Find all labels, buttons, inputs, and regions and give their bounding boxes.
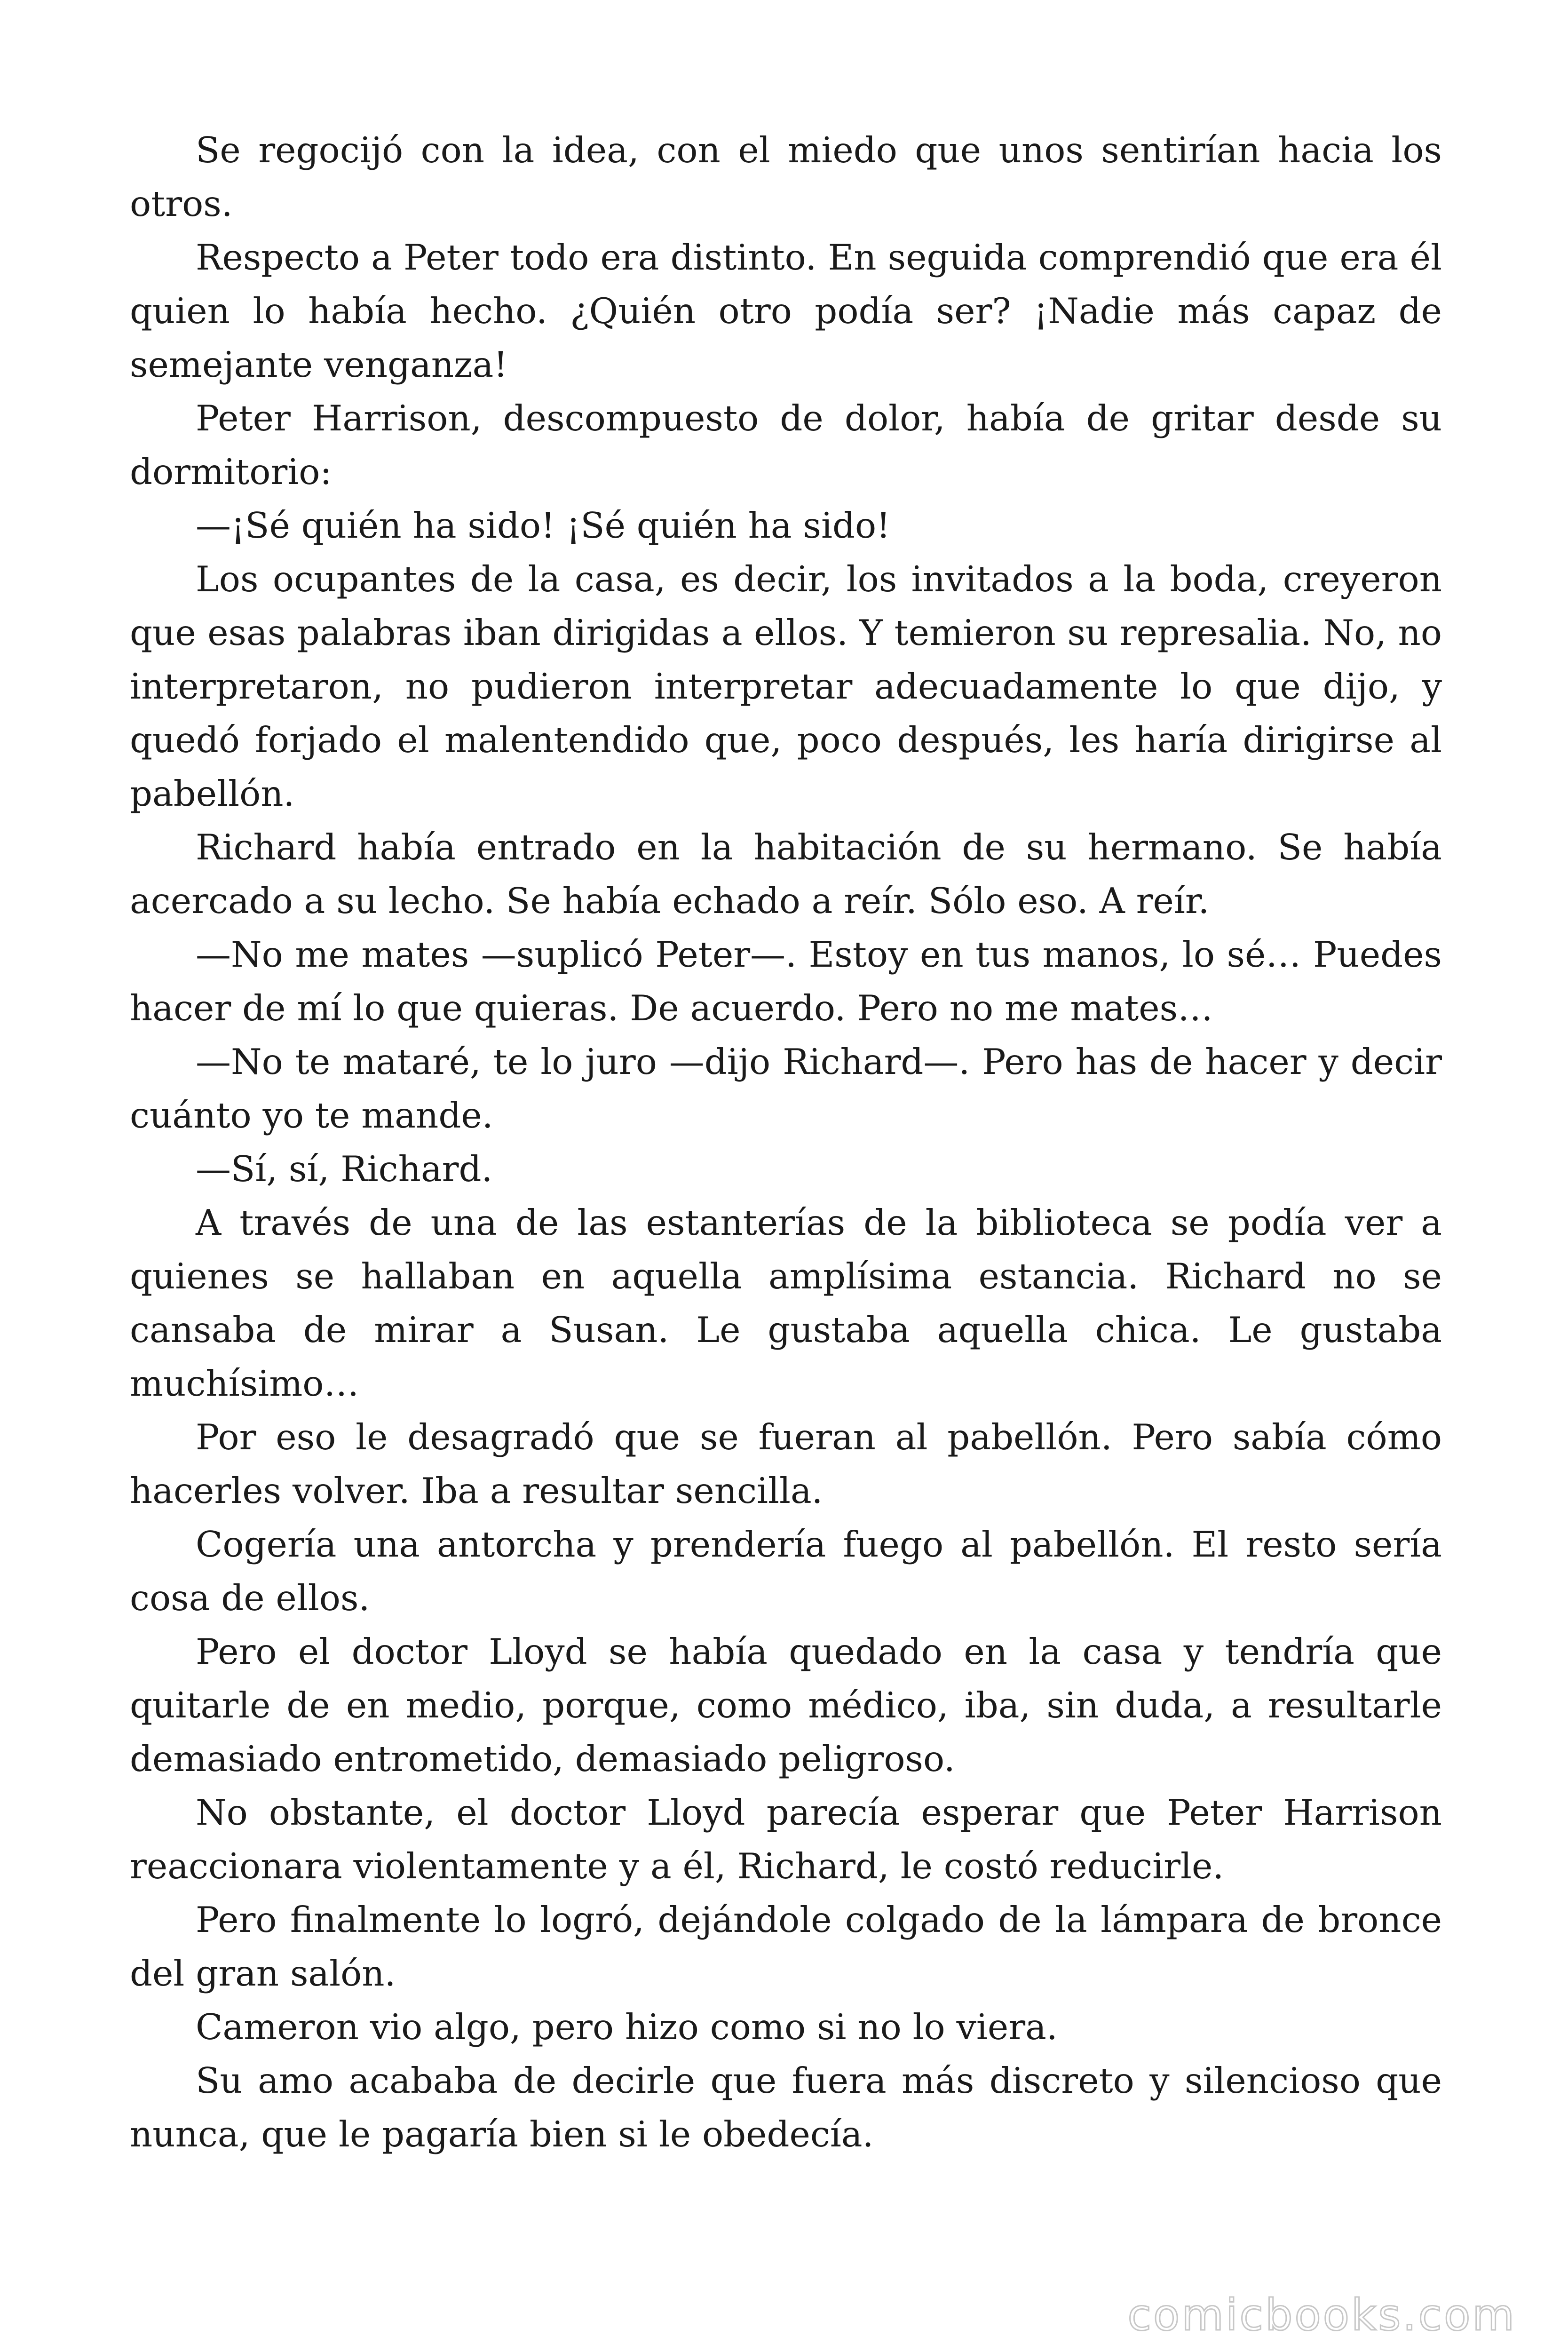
paragraph: Peter Harrison, descompuesto de dolor, había de gritar desde su dormitorio:	[130, 397, 1442, 493]
paragraph: Cameron vio algo, pero hizo como si no lo viera.	[196, 2006, 1058, 2048]
paragraph: Su amo acababa de decirle que fuera más discreto y silencioso que nunca, que le pagaría bien si le obedecía.	[130, 2060, 1442, 2155]
paragraph: —Sí, sí, Richard.	[196, 1148, 493, 1190]
paragraph: Cogería una antorcha y prendería fuego al pabellón. El resto sería cosa de ellos.	[130, 1524, 1442, 1619]
body-text	[130, 123, 1442, 2161]
paragraph: Respecto a Peter todo era distinto. En seguida comprendió que era él quien lo había hecho. ¿Quién otro podía ser? ¡Nadie más capaz de semejante venganza!	[130, 237, 1442, 385]
paragraph: Pero finalmente lo logró, dejándole colgado de la lámpara de bronce del gran salón.	[130, 1899, 1442, 1994]
paragraph: Los ocupantes de la casa, es decir, los invitados a la boda, creyeron que esas palabras iban dirigidas a ellos. Y temieron su represalia. No, no interpretaron, no pudieron interpretar adecuadamente lo que dijo, y quedó forjado el malentendido que, poco después, les haría dirigirse al pabellón.	[130, 558, 1442, 814]
paragraph: Richard había entrado en la habitación de su hermano. Se había acercado a su lecho. Se había echado a reír. Sólo eso. A reír.	[130, 826, 1442, 922]
paragraph: Pero el doctor Lloyd se había quedado en la casa y tendría que quitarle de en medio, porque, como médico, iba, sin duda, a resultarle demasiado entrometido, demasiado peligroso.	[130, 1631, 1442, 1780]
paragraph: —No te mataré, te lo juro —dijo Richard—. Pero has de hacer y decir cuánto yo te mande.	[130, 1041, 1442, 1136]
paragraph: A través de una de las estanterías de la biblioteca se podía ver a quienes se hallaban en aquella amplísima estancia. Richard no se cansaba de mirar a Susan. Le gustaba aquella chica. Le gustaba muchísimo…	[130, 1202, 1442, 1404]
paragraph: No obstante, el doctor Lloyd parecía esperar que Peter Harrison reaccionara violentamente y a él, Richard, le costó reducirle.	[130, 1792, 1442, 1887]
book-page	[130, 123, 1442, 2161]
watermark: comicbooks.com	[1127, 2290, 1516, 2340]
paragraph: Se regocijó con la idea, con el miedo que unos sentirían hacia los otros.	[130, 129, 1442, 224]
paragraph: Por eso le desagradó que se fueran al pabellón. Pero sabía cómo hacerles volver. Iba a resultar sencilla.	[130, 1416, 1442, 1511]
paragraph: —¡Sé quién ha sido! ¡Sé quién ha sido!	[196, 505, 891, 546]
paragraph: —No me mates —suplicó Peter—. Estoy en tus manos, lo sé… Puedes hacer de mí lo que quieras. De acuerdo. Pero no me mates…	[130, 934, 1442, 1029]
